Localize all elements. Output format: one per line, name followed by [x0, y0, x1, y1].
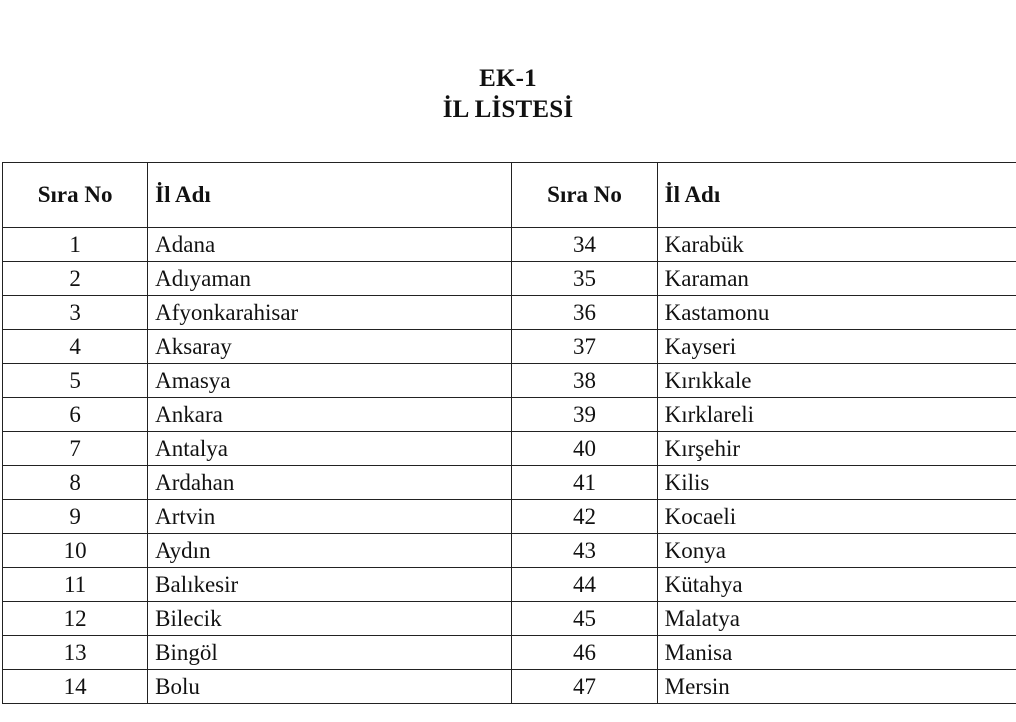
cell-right-sira-no: 34: [512, 228, 657, 262]
cell-right-il-adi: Konya: [657, 534, 1016, 568]
cell-left-il-adi: Bingöl: [148, 636, 512, 670]
cell-left-sira-no: 7: [3, 432, 148, 466]
table-row: [3, 466, 1016, 500]
cell-left-sira-no: 14: [3, 670, 148, 704]
cell-right-sira-no: 44: [512, 568, 657, 602]
table-row: [3, 568, 1016, 602]
cell-left-sira-no: 11: [3, 568, 148, 602]
cell-left-sira-no: 3: [3, 296, 148, 330]
table-header-row: [3, 163, 1016, 228]
cell-right-sira-no: 46: [512, 636, 657, 670]
cell-left-il-adi: Aksaray: [148, 330, 512, 364]
cell-right-il-adi: Manisa: [657, 636, 1016, 670]
cell-right-il-adi: Kırşehir: [657, 432, 1016, 466]
province-table: [2, 162, 1016, 704]
cell-left-sira-no: 10: [3, 534, 148, 568]
cell-right-il-adi: Kayseri: [657, 330, 1016, 364]
cell-right-il-adi: Kırıkkale: [657, 364, 1016, 398]
cell-left-il-adi: Artvin: [148, 500, 512, 534]
table-row: [3, 534, 1016, 568]
cell-left-il-adi: Bilecik: [148, 602, 512, 636]
cell-left-sira-no: 8: [3, 466, 148, 500]
cell-left-sira-no: 5: [3, 364, 148, 398]
cell-right-sira-no: 40: [512, 432, 657, 466]
title-annex-number: EK-1: [479, 65, 537, 92]
table-row: [3, 602, 1016, 636]
cell-right-sira-no: 39: [512, 398, 657, 432]
cell-left-il-adi: Bolu: [148, 670, 512, 704]
cell-right-il-adi: Kocaeli: [657, 500, 1016, 534]
cell-right-sira-no: 38: [512, 364, 657, 398]
cell-left-sira-no: 1: [3, 228, 148, 262]
cell-left-sira-no: 2: [3, 262, 148, 296]
cell-left-sira-no: 12: [3, 602, 148, 636]
cell-left-sira-no: 9: [3, 500, 148, 534]
cell-right-sira-no: 37: [512, 330, 657, 364]
header-left-il-adi: İl Adı: [148, 163, 512, 228]
cell-left-il-adi: Aydın: [148, 534, 512, 568]
document-title: [0, 63, 1016, 125]
cell-left-il-adi: Ankara: [148, 398, 512, 432]
cell-left-il-adi: Antalya: [148, 432, 512, 466]
table-row: [3, 364, 1016, 398]
table-row: [3, 398, 1016, 432]
cell-right-il-adi: Kilis: [657, 466, 1016, 500]
cell-left-il-adi: Afyonkarahisar: [148, 296, 512, 330]
header-right-sira-no: Sıra No: [512, 163, 657, 228]
cell-left-sira-no: 4: [3, 330, 148, 364]
cell-left-il-adi: Adana: [148, 228, 512, 262]
cell-right-sira-no: 45: [512, 602, 657, 636]
cell-left-sira-no: 13: [3, 636, 148, 670]
cell-right-il-adi: Karaman: [657, 262, 1016, 296]
cell-left-il-adi: Amasya: [148, 364, 512, 398]
table-row: [3, 432, 1016, 466]
cell-right-sira-no: 43: [512, 534, 657, 568]
table-row: [3, 670, 1016, 704]
cell-right-il-adi: Kastamonu: [657, 296, 1016, 330]
cell-right-sira-no: 36: [512, 296, 657, 330]
table-body: [3, 228, 1016, 704]
cell-right-il-adi: Karabük: [657, 228, 1016, 262]
cell-right-il-adi: Kütahya: [657, 568, 1016, 602]
cell-right-sira-no: 42: [512, 500, 657, 534]
header-left-sira-no: Sıra No: [3, 163, 148, 228]
title-province-list: İL LİSTESİ: [442, 96, 574, 123]
cell-right-sira-no: 47: [512, 670, 657, 704]
cell-right-il-adi: Kırklareli: [657, 398, 1016, 432]
cell-right-il-adi: Malatya: [657, 602, 1016, 636]
table-row: [3, 228, 1016, 262]
cell-left-il-adi: Adıyaman: [148, 262, 512, 296]
table-row: [3, 296, 1016, 330]
cell-right-sira-no: 35: [512, 262, 657, 296]
table-row: [3, 636, 1016, 670]
cell-right-sira-no: 41: [512, 466, 657, 500]
table-row: [3, 500, 1016, 534]
cell-left-il-adi: Ardahan: [148, 466, 512, 500]
header-right-il-adi: İl Adı: [657, 163, 1016, 228]
cell-left-il-adi: Balıkesir: [148, 568, 512, 602]
table-row: [3, 262, 1016, 296]
cell-left-sira-no: 6: [3, 398, 148, 432]
cell-right-il-adi: Mersin: [657, 670, 1016, 704]
table-row: [3, 330, 1016, 364]
